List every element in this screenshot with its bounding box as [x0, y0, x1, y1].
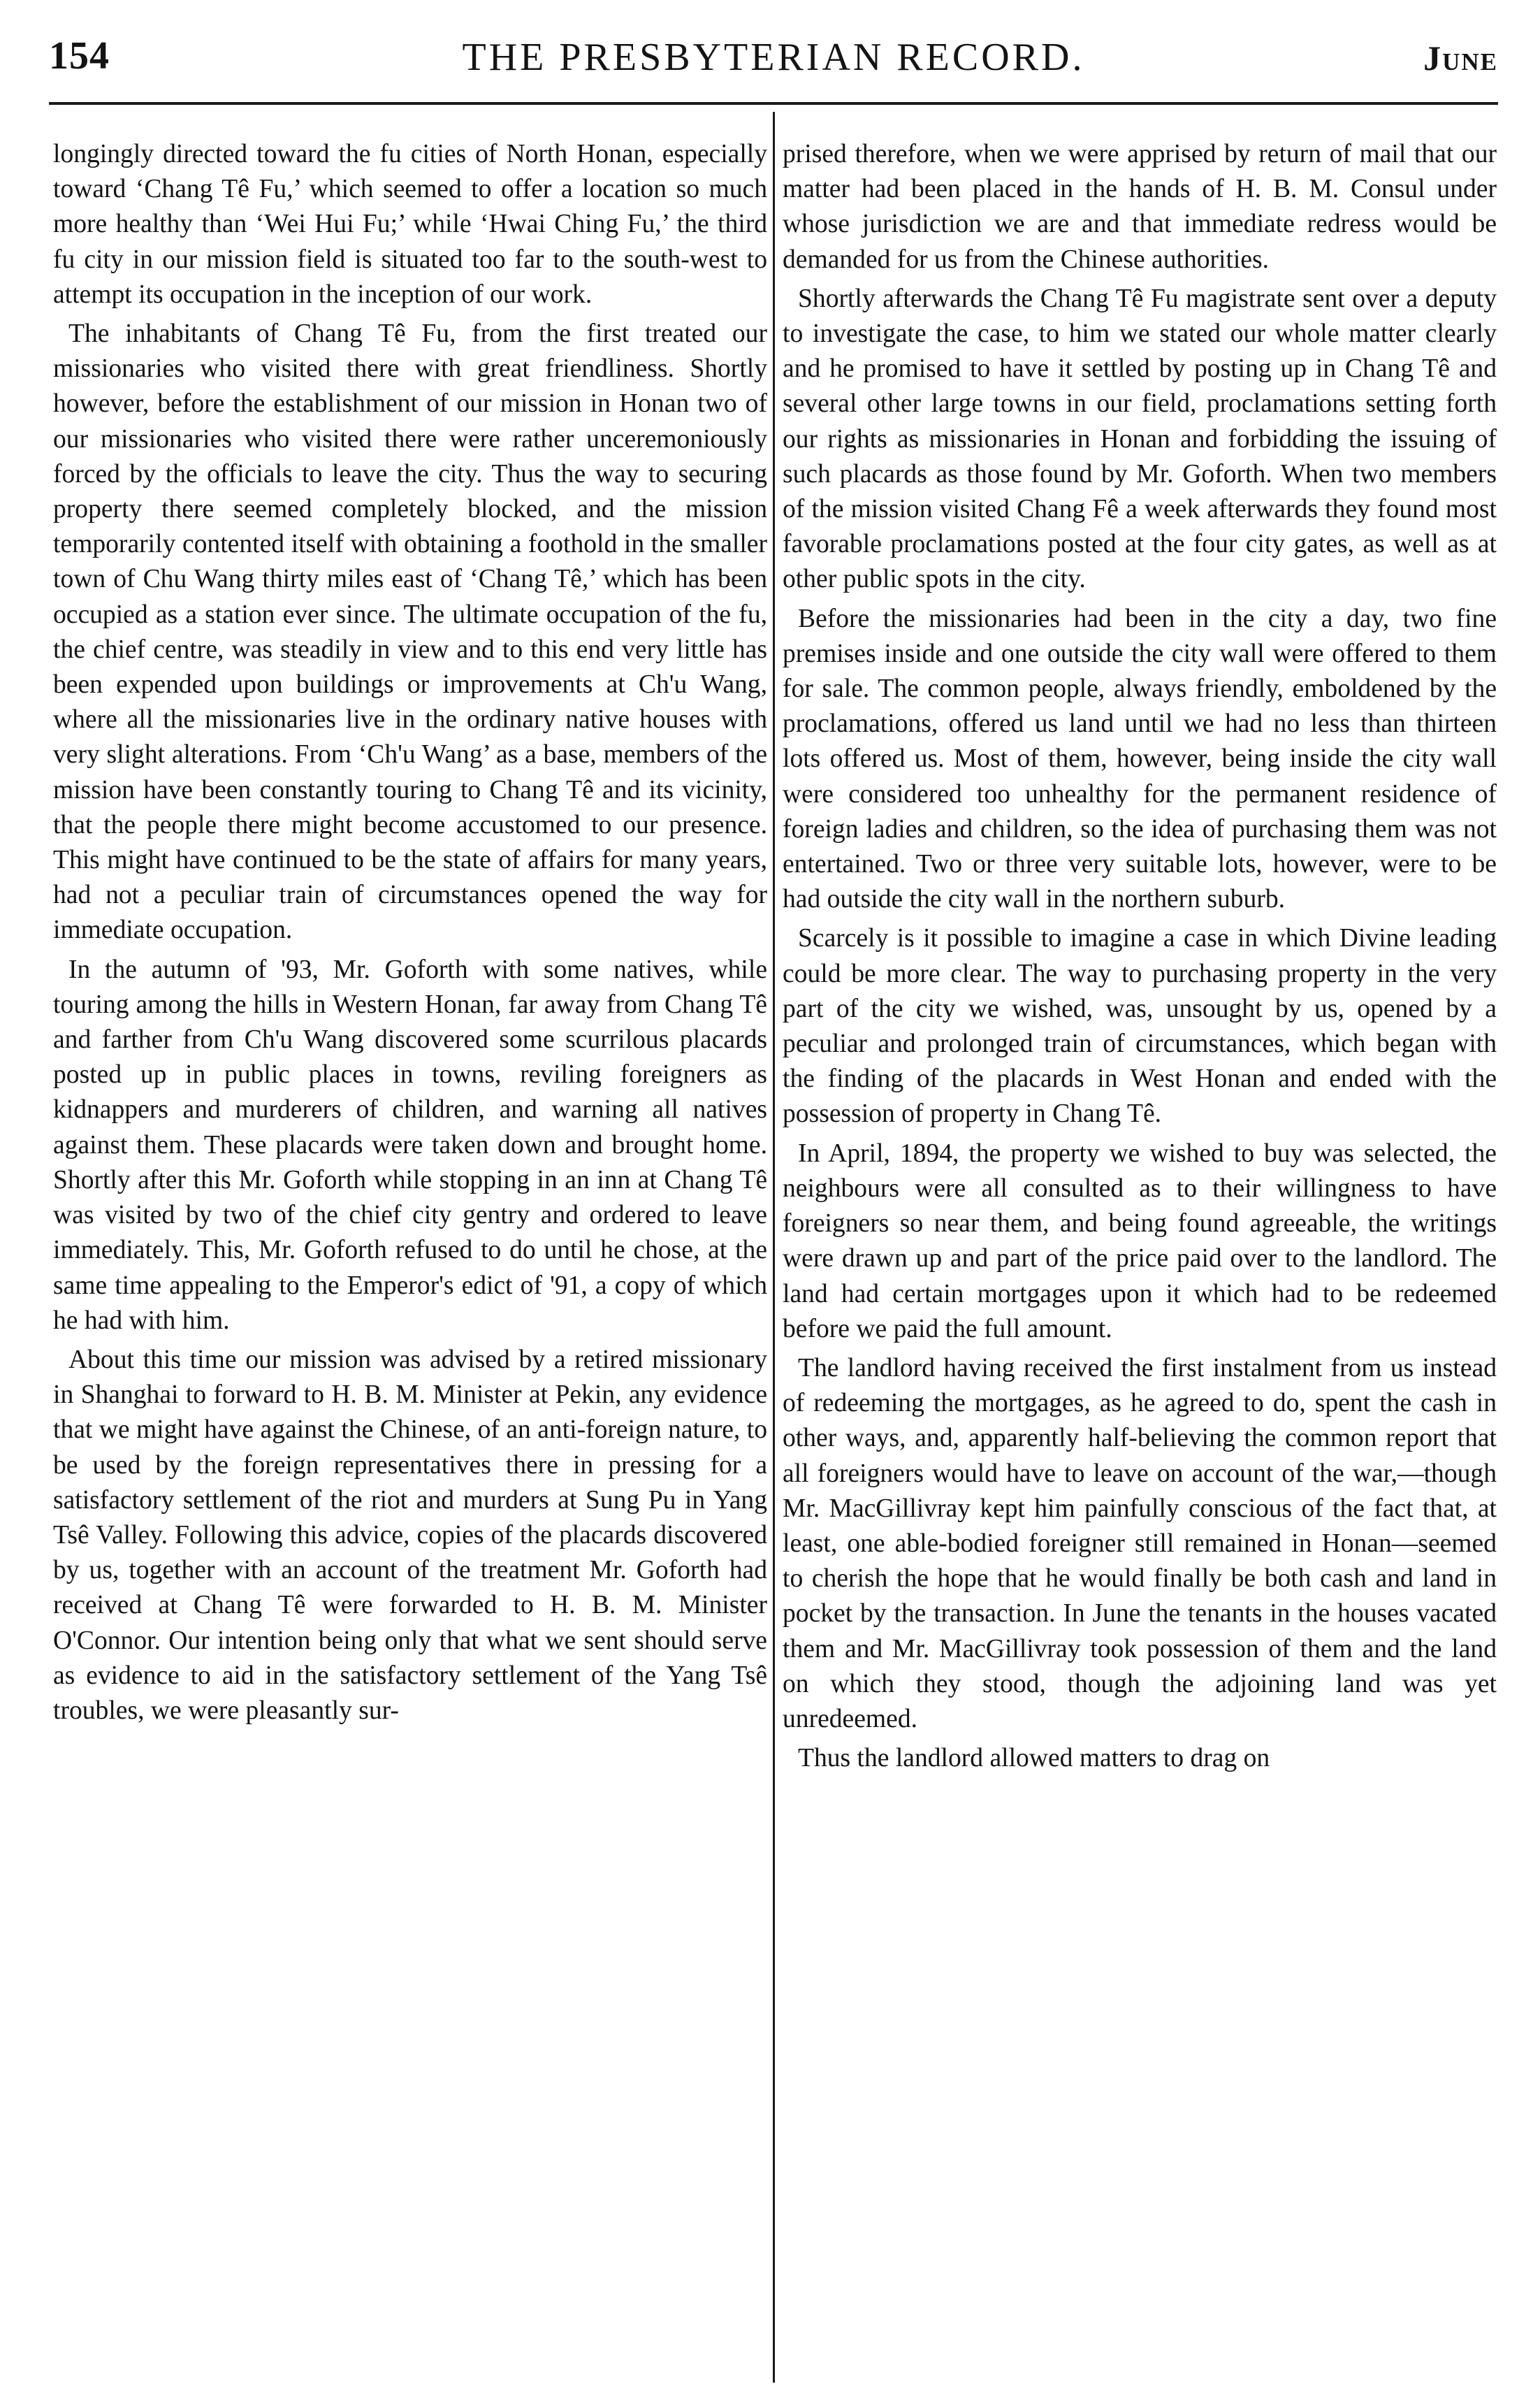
- paragraph: Scarcely is it possible to imagine a case in which Divine leading could be more clear. The way to purchasing property in the very part of the city we wished, was, unsought by us, opened by a peculiar and prolonged train of circumstances, which began with the finding of the placards in West Honan and ended with the possession of property in Chang Tê.: [783, 924, 1497, 1129]
- paragraph: Shortly afterwards the Chang Tê Fu magistrate sent over a deputy to investigate the case, to him we stated our whole matter clearly and he promised to have it settled by posting up in Chang Tê and several other large towns in our field, proclamations setting forth our rights as missionaries in Honan and forbidding the issuing of such placards as those found by Mr. Goforth. When two members of the mission visited Chang Fê a week afterwards they found most favorable proclamations posted at the four city gates, as well as at other public spots in the city.: [783, 284, 1497, 594]
- paragraph: In the autumn of '93, Mr. Goforth with some natives, while touring among the hills in Western Honan, far away from Chang Tê and farther from Ch'u Wang discovered some scurrilous placards posted up in public places in towns, reviling foreigners as kidnappers and murderers of children, and warning all natives against them. These placards were taken down and brought home. Shortly after this Mr. Goforth while stopping in an inn at Chang Tê was visited by two of the chief city gentry and ordered to leave immediately. This, Mr. Goforth refused to do until he chose, at the same time appealing to the Emperor's edict of '91, a copy of which he had with him.: [53, 955, 767, 1335]
- right-column: [783, 137, 1497, 1780]
- column-divider: [773, 112, 775, 2383]
- paragraph: The landlord having received the first instalment from us instead of redeeming the mortgages, as he agreed to do, spent the cash in other ways, and, apparently half-believing the common report that all foreigners would have to leave on account of the war,—though Mr. MacGillivray kept him painfully conscious of the fact that, at least, one able-bodied foreigner still remained in Honan—seemed to cherish the hope that he would finally be both cash and land in pocket by the transaction. In June the tenants in the houses vacated them and Mr. MacGillivray took possession of them and the land on which they stood, though the adjoining land was yet unredeemed.: [783, 1353, 1497, 1733]
- page-header: [49, 27, 1498, 89]
- month-label: June: [1423, 38, 1498, 78]
- running-title: THE PRESBYTERIAN RECORD.: [462, 36, 1085, 79]
- paragraph: The inhabitants of Chang Tê Fu, from the first treated our missionaries who visited there with great friendliness. Shortly however, before the establishment of our mission in Honan two of our missionaries who visited there were rather unceremoniously forced by the officials to leave the city. Thus the way to securing property there seemed completely blocked, and the mission temporarily contented itself with obtaining a foothold in the smaller town of Chu Wang thirty miles east of ‘Chang Tê,’ which has been occupied as a station ever since. The ultimate occupation of the fu, the chief centre, was steadily in view and to this end very little has been expended upon buildings or improvements at Ch'u Wang, where all the missionaries live in the ordinary native houses with very slight alterations. From ‘Ch'u Wang’ as a base, members of the mission have been constantly touring to Chang Tê and its vicinity, that the people there might become accustomed to our presence. This might have continued to be the state of affairs for many years, had not a peculiar train of circumstances opened the way for immediate occupation.: [53, 319, 767, 945]
- paragraph: About this time our mission was advised by a retired missionary in Shanghai to forward to H. B. M. Minister at Pekin, any evidence that we might have against the Chinese, of an anti-foreign nature, to be used by the foreign representatives there in pressing for a satisfactory settlement of the riot and murders at Sung Pu in Yang Tsê Valley. Following this advice, copies of the placards discovered by us, together with an account of the treatment Mr. Goforth had received at Chang Tê were forwarded to H. B. M. Minister O'Connor. Our intention being only that what we sent should serve as evidence to aid in the satisfactory settlement of the Yang Tsê troubles, we were pleasantly sur-: [53, 1345, 767, 1725]
- paragraph: prised therefore, when we were apprised by return of mail that our matter had been placed in the hands of H. B. M. Consul under whose jurisdiction we are and that immediate redress would be demanded for us from the Chinese authorities.: [783, 140, 1497, 274]
- paragraph: Before the missionaries had been in the city a day, two fine premises inside and one outside the city wall were offered to them for sale. The common people, always friendly, emboldened by the proclamations, offered us land until we had no less than thirteen lots offered us. Most of them, however, being inside the city wall were considered too unhealthy for the permanent residence of foreign ladies and children, so the idea of purchasing them was not entertained. Two or three very suitable lots, however, were to be had outside the city wall in the northern suburb.: [783, 604, 1497, 914]
- header-rule: [49, 102, 1498, 105]
- paragraph: longingly directed toward the fu cities of North Honan, especially toward ‘Chang Tê Fu,’ which seemed to offer a location so much more healthy than ‘Wei Hui Fu;’ while ‘Hwai Ching Fu,’ the third fu city in our mission field is situated too far to the south-west to attempt its occupation in the inception of our work.: [53, 140, 767, 309]
- paragraph: Thus the landlord allowed matters to drag on: [798, 1744, 1270, 1773]
- page-number: 154: [49, 34, 110, 78]
- left-column: [53, 137, 767, 1733]
- paragraph: In April, 1894, the property we wished to buy was selected, the neighbours were all consulted as to their willingness to have foreigners so near them, and being found agreeable, the writings were drawn up and part of the price paid over to the landlord. The land had certain mortgages upon it which had to be redeemed before we paid the full amount.: [783, 1139, 1497, 1343]
